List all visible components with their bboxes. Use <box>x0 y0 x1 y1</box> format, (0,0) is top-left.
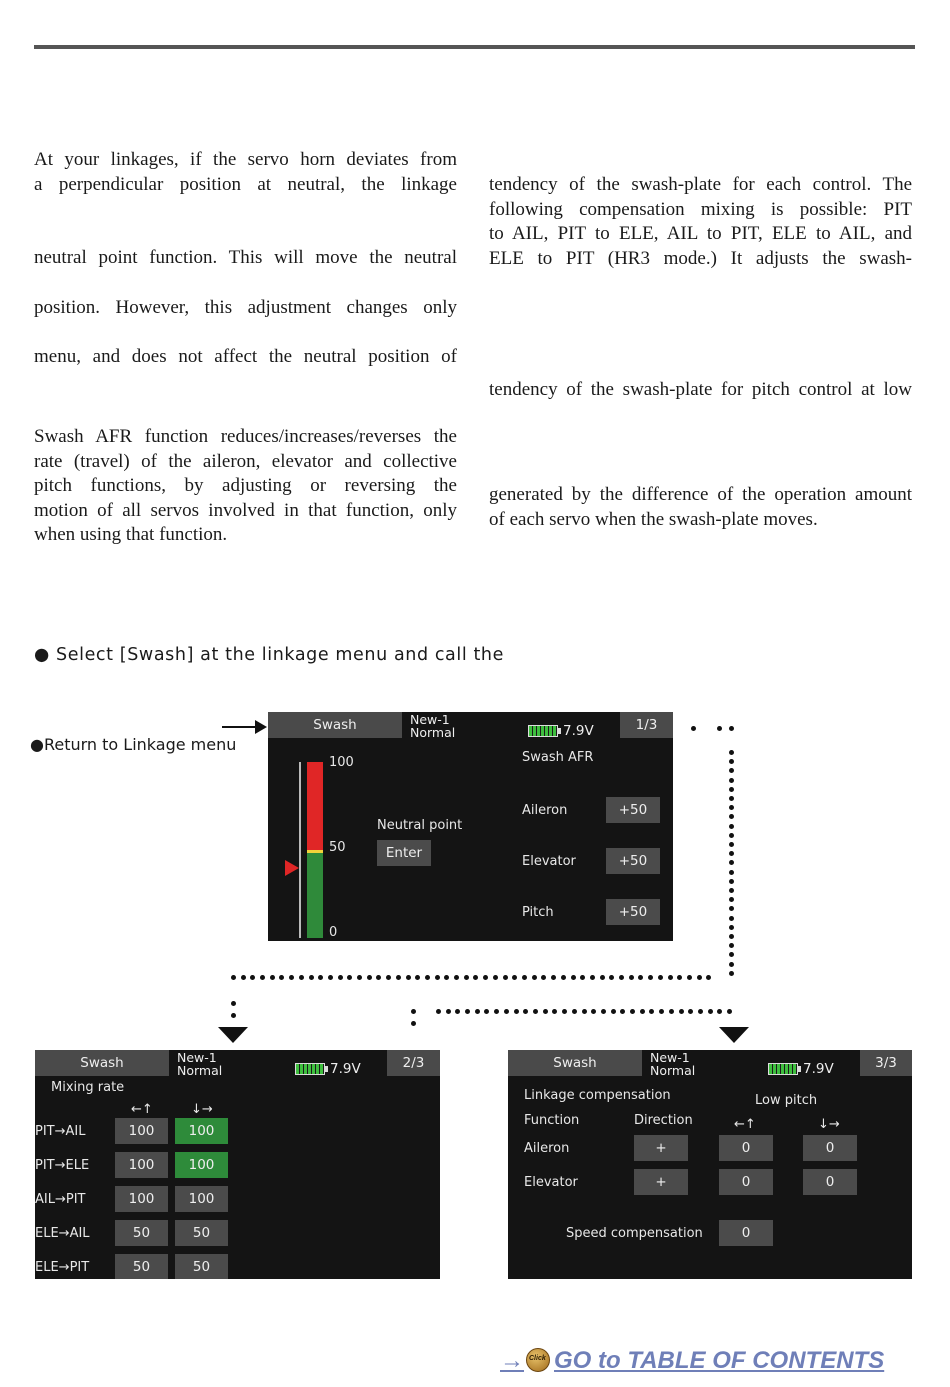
connector-dot <box>504 1009 509 1014</box>
connector-dot <box>668 975 673 980</box>
connector-dot <box>561 975 566 980</box>
model-name <box>410 713 455 739</box>
battery-icon <box>295 1063 325 1075</box>
connector-dot <box>347 975 352 980</box>
connector-dot <box>729 824 734 829</box>
connector-dot <box>444 975 449 980</box>
connector-dot <box>493 975 498 980</box>
connector-dot <box>698 1009 703 1014</box>
left-para-1 <box>34 148 457 197</box>
elevator-label: Elevator <box>524 1175 578 1190</box>
neutral-point-bar <box>307 762 323 938</box>
connector-dot <box>512 975 517 980</box>
model-name-text: New-1 <box>650 1050 690 1065</box>
down-arrow-page3 <box>719 1027 749 1043</box>
pointer-arrow-head <box>255 720 267 734</box>
dir-left-header: ←↑ <box>131 1102 153 1117</box>
connector-dot <box>729 888 734 893</box>
connector-dot <box>415 975 420 980</box>
neutral-point-label: Neutral point <box>377 818 463 833</box>
elevator-direction[interactable]: + <box>634 1169 688 1195</box>
mix-row-label: ELE→PIT <box>35 1260 90 1275</box>
connector-dot <box>729 916 734 921</box>
mix-row-label: ELE→AIL <box>35 1226 90 1241</box>
connector-dot <box>435 975 440 980</box>
connector-dot <box>475 1009 480 1014</box>
text-line: tendency of the swash-plate for each control. The <box>489 174 912 195</box>
connector-dot <box>630 1009 635 1014</box>
connector-dot <box>658 975 663 980</box>
bar-upper-red <box>307 762 323 850</box>
text-line: neutral point function. This will move the neutral <box>34 247 457 268</box>
text-line: a perpendicular position at neutral, the linkage <box>34 173 457 195</box>
text-line: generated by the difference of the operation amount <box>489 484 912 505</box>
battery-indicator <box>528 723 594 739</box>
connector-dot <box>522 975 527 980</box>
connector-dot <box>729 768 734 773</box>
mix-right-value[interactable]: 50 <box>175 1220 228 1246</box>
screen-title-button[interactable]: Swash <box>508 1050 642 1076</box>
connector-dot <box>250 975 255 980</box>
connector-dot <box>729 962 734 967</box>
connector-dot <box>729 759 734 764</box>
scale-label-100: 100 <box>329 755 354 770</box>
battery-indicator <box>768 1061 834 1077</box>
connector-dot <box>611 1009 616 1014</box>
connector-dot <box>687 975 692 980</box>
aileron-direction[interactable]: + <box>634 1135 688 1161</box>
mix-right-value[interactable]: 100 <box>175 1186 228 1212</box>
connector-dot <box>727 1009 732 1014</box>
aileron-left-value[interactable]: 0 <box>719 1135 773 1161</box>
mix-left-value[interactable]: 50 <box>115 1254 168 1279</box>
page-indicator-button[interactable]: 3/3 <box>860 1050 912 1076</box>
mix-row-label: AIL→PIT <box>35 1192 86 1207</box>
connector-dot <box>541 975 546 980</box>
connector-dot <box>708 1009 713 1014</box>
click-icon-text: Click <box>529 1354 546 1362</box>
aileron-afr-value[interactable]: +50 <box>606 797 660 823</box>
speed-compensation-label: Speed compensation <box>566 1226 703 1241</box>
connector-dot <box>591 1009 596 1014</box>
screen-title-button[interactable]: Swash <box>35 1050 169 1076</box>
connector-dot <box>729 934 734 939</box>
connector-dot <box>503 975 508 980</box>
connector-dot <box>729 796 734 801</box>
toc-link-text: GO to TABLE OF CONTENTS <box>554 1347 885 1374</box>
connector-dot <box>729 952 734 957</box>
connector-dot <box>279 975 284 980</box>
connector-dot <box>367 975 372 980</box>
right-para-3 <box>489 483 912 532</box>
connector-dot <box>729 906 734 911</box>
low-pitch-label: Low pitch <box>755 1093 818 1108</box>
text-line: pitch functions, by adjusting or reversing the <box>34 475 457 496</box>
right-para-2 <box>489 378 912 403</box>
connector-dot <box>357 975 362 980</box>
connector-dot <box>338 975 343 980</box>
text-line: Swash AFR function reduces/increases/reverses the <box>34 426 457 447</box>
battery-indicator <box>295 1061 361 1077</box>
swash-screen-page3 <box>508 1050 912 1279</box>
connector-dot <box>514 1009 519 1014</box>
right-para-1 <box>489 173 912 271</box>
swash-afr-title: Swash AFR <box>522 750 594 765</box>
dir-left-header: ←↑ <box>734 1117 756 1132</box>
connector-dot <box>729 870 734 875</box>
down-arrow-page2 <box>218 1027 248 1043</box>
connector-dot <box>562 1009 567 1014</box>
left-para-5 <box>34 425 457 548</box>
connector-dot <box>318 975 323 980</box>
connector-dot <box>620 1009 625 1014</box>
connector-dot <box>309 975 314 980</box>
elevator-label: Elevator <box>522 854 576 869</box>
page-indicator-button[interactable]: 2/3 <box>387 1050 440 1076</box>
connector-dot <box>454 975 459 980</box>
model-name-text: New-1 <box>177 1050 217 1065</box>
connector-dot <box>533 1009 538 1014</box>
connector-dot <box>729 879 734 884</box>
connector-dot <box>717 726 722 731</box>
connector-dot <box>551 975 556 980</box>
connector-dot <box>601 1009 606 1014</box>
connector-dot <box>638 975 643 980</box>
connector-dot <box>729 842 734 847</box>
pitch-label: Pitch <box>522 905 554 920</box>
connector-dot <box>396 975 401 980</box>
aileron-right-value[interactable]: 0 <box>803 1135 857 1161</box>
aileron-label: Aileron <box>524 1141 570 1156</box>
connector-dot <box>619 975 624 980</box>
connector-dot <box>669 1009 674 1014</box>
connector-dot <box>494 1009 499 1014</box>
text-line: to AIL, PIT to ELE, AIL to PIT, ELE to AIL, and <box>489 223 912 244</box>
connector-dot <box>729 778 734 783</box>
battery-voltage: 7.9V <box>803 1061 834 1077</box>
connector-dot <box>600 975 605 980</box>
connector-dot <box>572 1009 577 1014</box>
connector-dot <box>677 975 682 980</box>
connector-dot <box>679 1009 684 1014</box>
connector-dot <box>543 1009 548 1014</box>
mix-right-value[interactable]: 100 <box>175 1118 228 1144</box>
connector-dot <box>729 726 734 731</box>
connector-dot <box>455 1009 460 1014</box>
elevator-right-value[interactable]: 0 <box>803 1169 857 1195</box>
condition-name: Normal <box>177 1063 223 1078</box>
text-line: following compensation mixing is possible: PIT <box>489 198 912 220</box>
connector-dot <box>532 975 537 980</box>
click-icon <box>526 1348 550 1372</box>
model-name <box>177 1051 222 1077</box>
connector-dot <box>729 971 734 976</box>
connector-dot <box>446 1009 451 1014</box>
mix-right-value[interactable]: 100 <box>175 1152 228 1178</box>
text-line: of each servo when the swash-plate moves. <box>489 508 818 530</box>
scale-label-50: 50 <box>329 840 346 855</box>
left-para-4 <box>34 345 457 370</box>
dir-right-header: ↓→ <box>818 1117 840 1132</box>
connector-dot <box>729 897 734 902</box>
connector-dot <box>465 1009 470 1014</box>
text-line: At your linkages, if the servo horn deviates from <box>34 149 457 170</box>
connector-dot <box>376 975 381 980</box>
connector-dot <box>523 1009 528 1014</box>
return-to-linkage-label: ●Return to Linkage menu <box>30 735 237 754</box>
mix-left-value[interactable]: 100 <box>115 1118 168 1144</box>
mixing-rate-title: Mixing rate <box>51 1080 125 1095</box>
connector-dot <box>260 975 265 980</box>
mix-left-value[interactable]: 50 <box>115 1220 168 1246</box>
connector-dot <box>590 975 595 980</box>
connector-dot <box>729 787 734 792</box>
connector-dot <box>580 975 585 980</box>
condition-name: Normal <box>410 725 456 740</box>
pointer-arrow-line <box>222 726 258 728</box>
text-line: menu, and does not affect the neutral position of <box>34 346 457 367</box>
left-para-3 <box>34 296 457 321</box>
connector-dot <box>386 975 391 980</box>
connector-dot <box>717 1009 722 1014</box>
mix-row-label: PIT→ELE <box>35 1158 90 1173</box>
connector-dot <box>425 975 430 980</box>
connector-dot <box>629 975 634 980</box>
connector-dot <box>473 975 478 980</box>
connector-dot <box>483 975 488 980</box>
connector-dot <box>411 1009 416 1014</box>
connector-dot <box>688 1009 693 1014</box>
header-rule <box>34 45 915 49</box>
mix-left-value[interactable]: 100 <box>115 1152 168 1178</box>
toc-link[interactable] <box>500 1347 884 1375</box>
bar-lower-green <box>307 853 323 938</box>
connector-dot <box>299 975 304 980</box>
connector-dot <box>729 943 734 948</box>
left-para-2 <box>34 246 457 271</box>
connector-dot <box>729 814 734 819</box>
connector-dot <box>697 975 702 980</box>
page-indicator-button[interactable]: 1/3 <box>620 712 673 738</box>
speed-compensation-value[interactable]: 0 <box>719 1220 773 1246</box>
scale-label-0: 0 <box>329 925 338 940</box>
connector-dot <box>436 1009 441 1014</box>
connector-dot <box>659 1009 664 1014</box>
connector-dot <box>729 833 734 838</box>
connector-dot <box>464 975 469 980</box>
direction-column-header: Direction <box>634 1113 693 1128</box>
connector-dot <box>241 975 246 980</box>
swash-screen-page1 <box>268 712 673 941</box>
swash-screen-page2 <box>35 1050 440 1279</box>
scale-axis <box>299 762 301 938</box>
connector-dot <box>289 975 294 980</box>
neutral-pointer-icon <box>285 860 299 876</box>
connector-dot <box>231 975 236 980</box>
connector-dot <box>729 851 734 856</box>
condition-name: Normal <box>650 1063 696 1078</box>
battery-voltage: 7.9V <box>563 723 594 739</box>
connector-dot <box>552 1009 557 1014</box>
pitch-afr-value[interactable]: +50 <box>606 899 660 925</box>
battery-icon <box>768 1063 798 1075</box>
model-name <box>650 1051 695 1077</box>
enter-button[interactable]: Enter <box>377 840 431 866</box>
model-name-text: New-1 <box>410 712 450 727</box>
text-line: tendency of the swash-plate for pitch control at low <box>489 379 912 400</box>
aileron-label: Aileron <box>522 803 568 818</box>
connector-dot <box>328 975 333 980</box>
right-arrow-icon: → <box>500 1347 524 1374</box>
connector-dot <box>729 805 734 810</box>
text-line: rate (travel) of the aileron, elevator and collective <box>34 450 457 472</box>
elevator-afr-value[interactable]: +50 <box>606 848 660 874</box>
battery-voltage: 7.9V <box>330 1061 361 1077</box>
instruction-bullet: ● Select [Swash] at the linkage menu and call the <box>34 645 504 665</box>
connector-dot <box>648 975 653 980</box>
connector-dot <box>571 975 576 980</box>
mix-right-value[interactable]: 50 <box>175 1254 228 1279</box>
dir-right-header: ↓→ <box>191 1102 213 1117</box>
text-line: position. However, this adjustment changes only <box>34 297 457 318</box>
connector-dot <box>270 975 275 980</box>
connector-dot <box>231 1001 236 1006</box>
mix-left-value[interactable]: 100 <box>115 1186 168 1212</box>
connector-dot <box>706 975 711 980</box>
elevator-left-value[interactable]: 0 <box>719 1169 773 1195</box>
text-line: when using that function. <box>34 524 228 545</box>
text-line: ELE to PIT (HR3 mode.) It adjusts the swash- <box>489 247 912 269</box>
connector-dot <box>649 1009 654 1014</box>
mix-row-label: PIT→AIL <box>35 1124 86 1139</box>
connector-dot <box>406 975 411 980</box>
connector-dot <box>640 1009 645 1014</box>
function-column-header: Function <box>524 1113 580 1128</box>
connector-dot <box>609 975 614 980</box>
connector-dot <box>691 726 696 731</box>
linkage-compensation-title: Linkage compensation <box>524 1088 671 1103</box>
text-line: motion of all servos involved in that function, only <box>34 499 457 521</box>
connector-dot <box>484 1009 489 1014</box>
connector-dot <box>729 750 734 755</box>
battery-icon <box>528 725 558 737</box>
connector-dot <box>729 860 734 865</box>
connector-dot <box>231 1013 236 1018</box>
connector-dot <box>411 1021 416 1026</box>
connector-dot <box>729 925 734 930</box>
screen-title-button[interactable]: Swash <box>268 712 402 738</box>
connector-dot <box>582 1009 587 1014</box>
